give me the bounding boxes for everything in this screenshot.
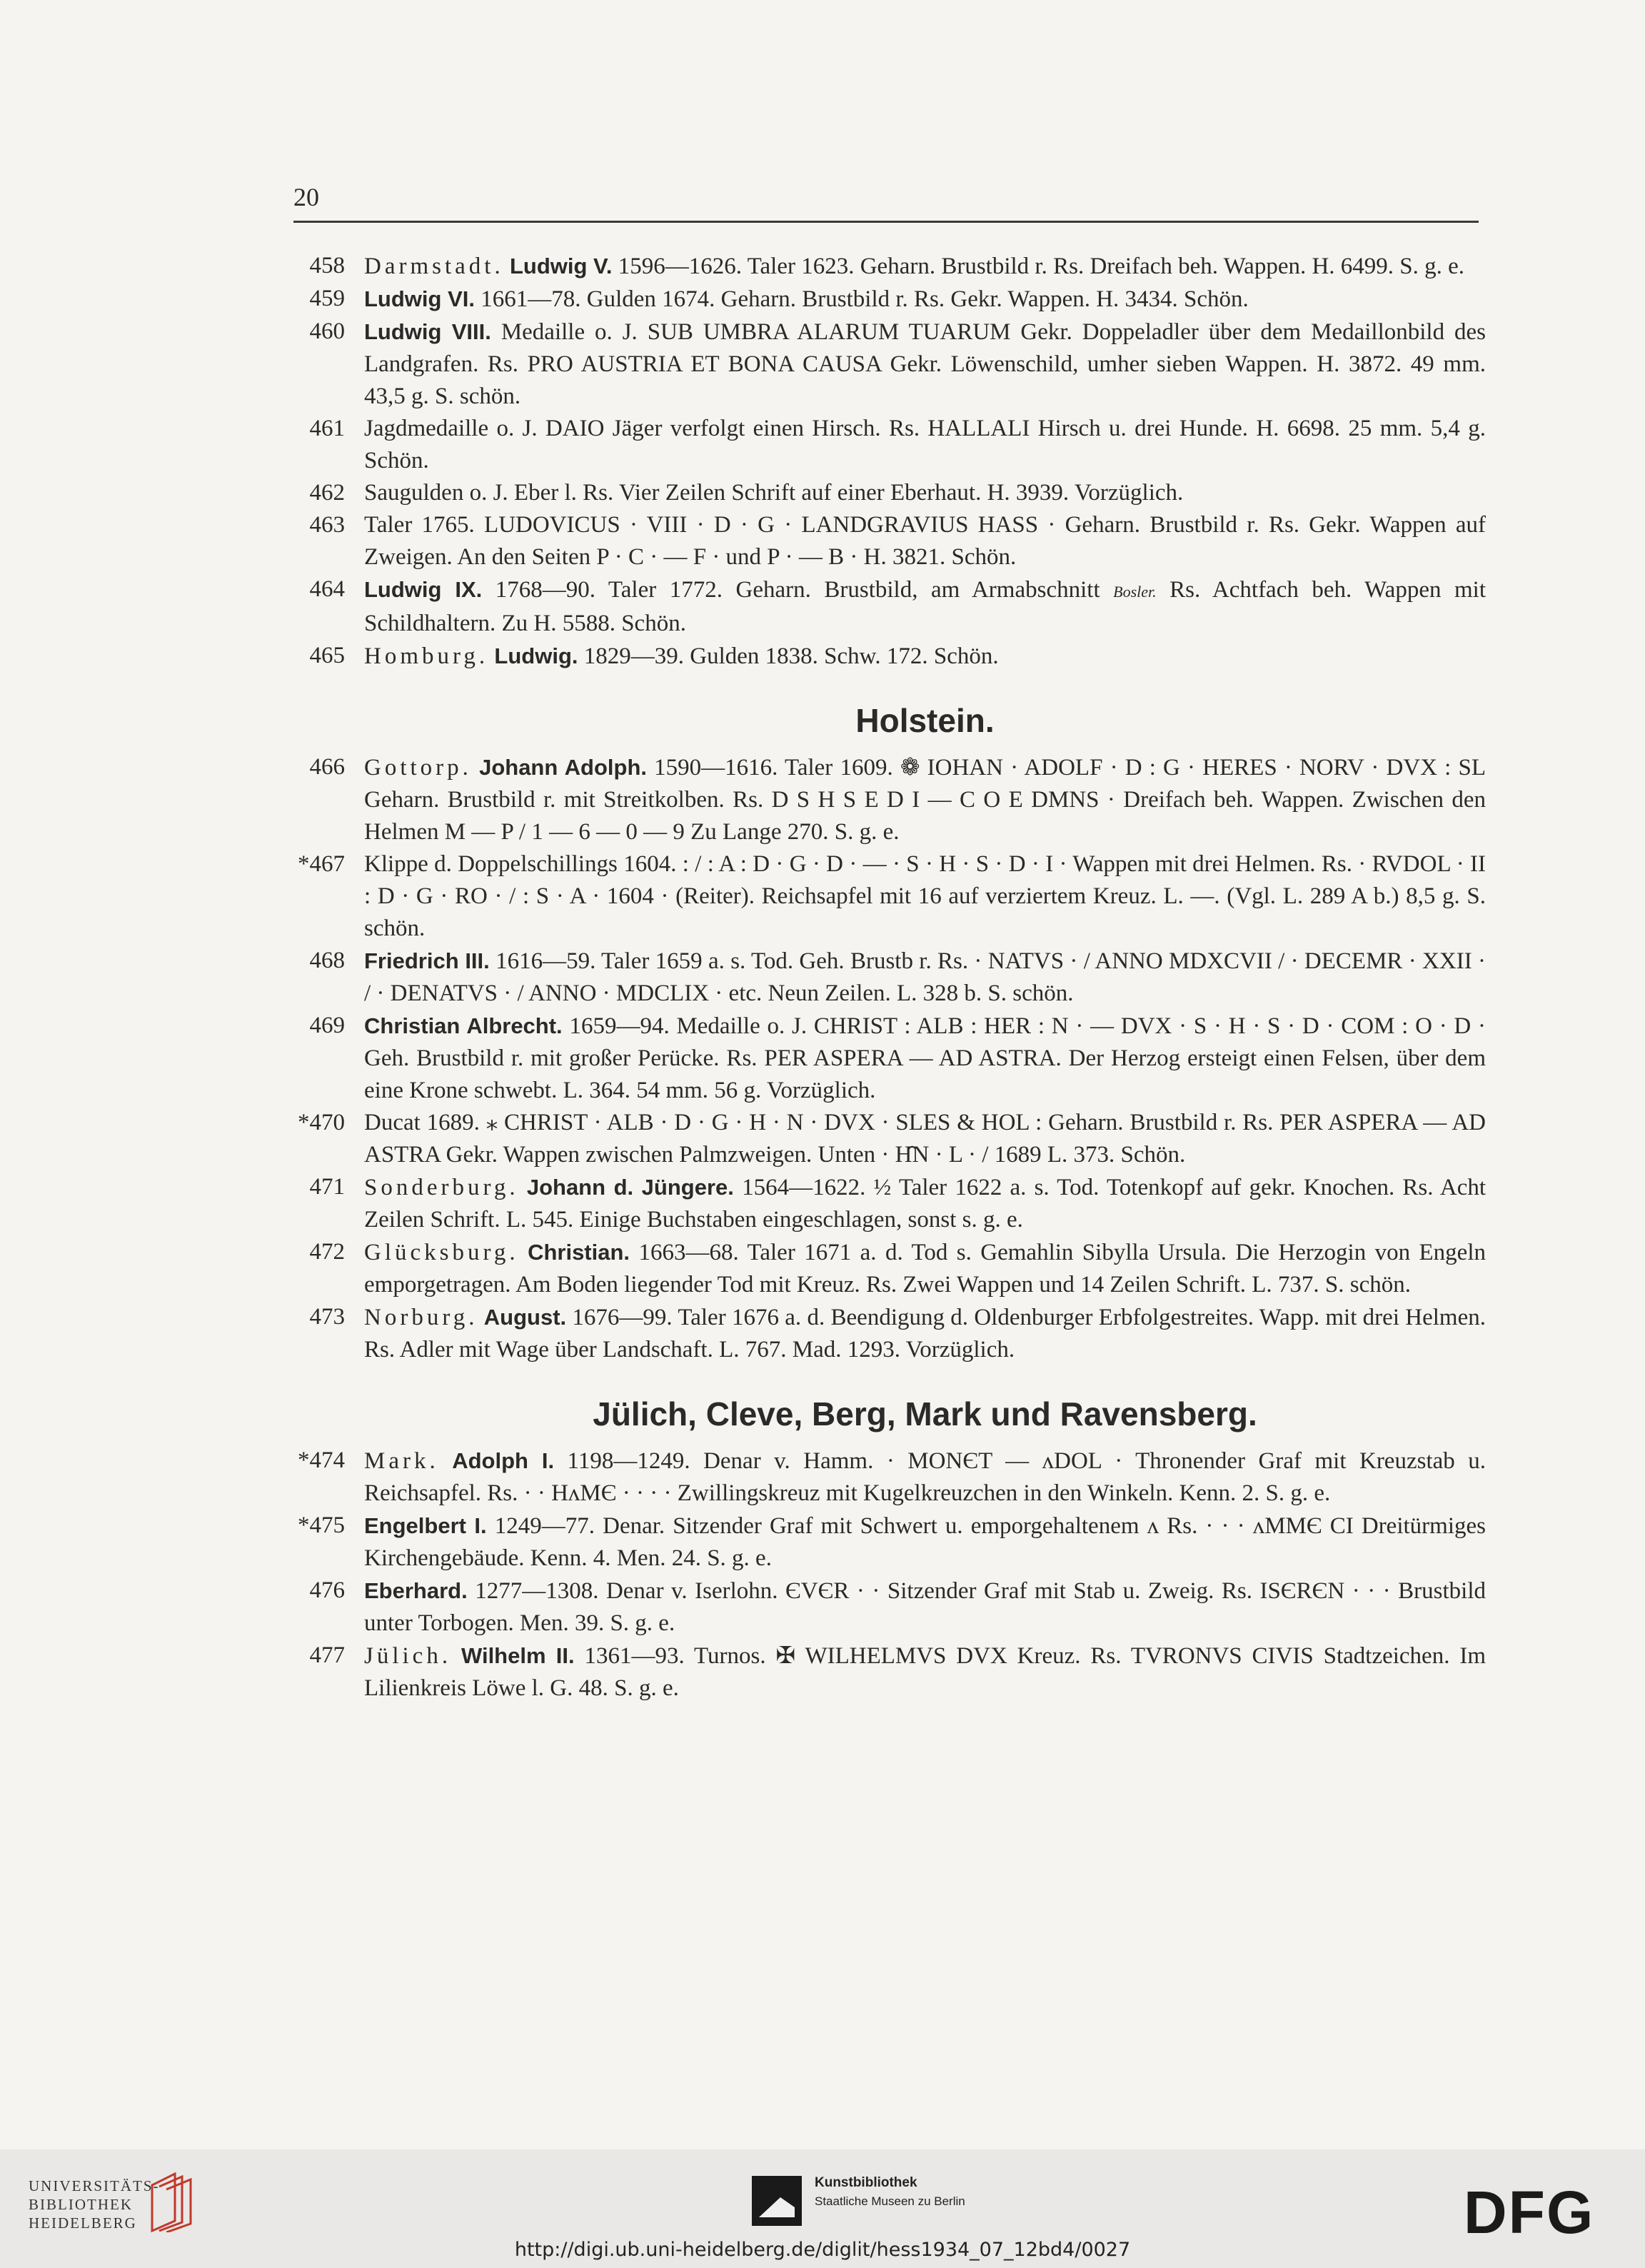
entry-description: 1768—90. Taler 1772. Geharn. Brustbild, am Armabschnitt xyxy=(482,577,1114,603)
entry-ruler-name: Johann Adolph. xyxy=(479,755,648,780)
entry-ruler-name: Ludwig V. xyxy=(509,254,613,279)
page-number: 20 xyxy=(293,183,319,211)
entry-text xyxy=(364,1175,1486,1233)
catalog-entry xyxy=(293,283,1486,316)
entry-description xyxy=(519,1240,528,1265)
kunstbibliothek-subtitle: Staatliche Museen zu Berlin xyxy=(815,2194,965,2208)
entry-text xyxy=(364,416,1486,473)
library-line-1: UNIVERSITÄTS- xyxy=(29,2177,160,2194)
entry-text xyxy=(364,851,1486,941)
catalog-entry xyxy=(293,640,1486,673)
entry-place-name: Mark. xyxy=(364,1448,439,1474)
entry-ruler-name: Ludwig VIII. xyxy=(364,319,491,344)
entry-number: 459 xyxy=(309,286,345,311)
entry-number: 458 xyxy=(309,253,345,279)
catalog-entry xyxy=(293,1575,1486,1640)
entry-description: 1564—1622. ½ Taler 1622 a. s. Tod. Totenkopf auf gekr. Knochen. Rs. Acht Zeilen Schrift. L. 545. Einige Buchstaben eingeschlagen, sonst s. g. e. xyxy=(364,1175,1486,1233)
entry-description: 1198—1249. Denar v. Hamm. · MONЄT — ᴧDOL · Thronender Graf mit Kreuzstab u. Reichsapfel. Rs. · · HᴧMЄ · · · · Zwillingskreuz mit Kugelkreuzchen in den Winkeln. Kenn. 2. S. g. e. xyxy=(364,1448,1486,1506)
entry-text xyxy=(364,1013,1486,1103)
catalog-entry xyxy=(293,945,1486,1010)
catalog-entry xyxy=(293,1107,1486,1171)
entry-ruler-name: Engelbert I. xyxy=(364,1513,487,1538)
kunstbibliothek-title: Kunstbibliothek xyxy=(815,2175,917,2190)
entry-ruler-name: August. xyxy=(483,1305,567,1330)
entry-place-name: Darmstadt. xyxy=(364,254,504,279)
entry-description xyxy=(519,1175,527,1200)
entry-description: 1676—99. Taler 1676 a. d. Beendigung d. Oldenburger Erbfolgestreites. Wapp. mit drei Helmen. Rs. Adler mit Wage über Landschaft. L. 767. Mad. 1293. Vorzüglich. xyxy=(364,1305,1486,1363)
entry-description xyxy=(439,1448,453,1474)
entry-text xyxy=(364,643,999,669)
entry-ruler-name: Ludwig IX. xyxy=(364,577,483,602)
entry-description xyxy=(478,1305,483,1330)
entry-place-name: Homburg. xyxy=(364,643,489,669)
section-heading: Holstein. xyxy=(855,702,995,739)
entry-description: 1249—77. Denar. Sitzender Graf mit Schwert u. emporgehaltenem ᴧ Rs. · · · ᴧMMЄ CI Dreitürmiges Kirchengebäude. Kenn. 4. Men. 24. S. g. e. xyxy=(364,1513,1486,1571)
entry-text xyxy=(364,1240,1486,1298)
entry-number: 471 xyxy=(309,1174,345,1200)
page-url[interactable]: http://digi.ub.uni-heidelberg.de/diglit/hess1934_07_12bd4/0027 xyxy=(514,2239,1131,2261)
entry-description: 1616—59. Taler 1659 a. s. Tod. Geh. Brustb r. Rs. · NATVS · / ANNO MDXCVII / · DECEMR · XXII · / · DENATVS · / ANNO · MDCLIX · etc. Neun Zeilen. L. 328 b. S. schön. xyxy=(364,948,1486,1006)
entry-description: Saugulden o. J. Eber l. Rs. Vier Zeilen Schrift auf einer Eberhaut. H. 3939. Vorzüglich. xyxy=(364,480,1184,506)
catalog-entry xyxy=(293,1171,1486,1236)
catalog-entry xyxy=(293,1510,1486,1575)
entry-number: 472 xyxy=(309,1239,345,1265)
catalog-entry xyxy=(293,1236,1486,1301)
entry-number: 461 xyxy=(309,416,345,441)
entry-text xyxy=(364,480,1183,506)
entry-ruler-name: Eberhard. xyxy=(364,1578,468,1603)
catalog-entry xyxy=(293,1301,1486,1366)
entry-ruler-name: Wilhelm II. xyxy=(461,1643,575,1668)
entry-text xyxy=(364,1110,1486,1168)
entry-text xyxy=(364,1448,1486,1506)
header-rule xyxy=(293,221,1479,223)
entry-text xyxy=(364,254,1464,279)
entry-description: 1277—1308. Denar v. Iserlohn. ЄVЄR · · Sitzender Graf mit Stab u. Zweig. Rs. ISЄRЄN · · · Brustbild unter Torbogen. Men. 39. S. g. e. xyxy=(364,1578,1486,1636)
catalog-entry xyxy=(293,250,1486,283)
entry-description: 1659—94. Medaille o. J. CHRIST : ALB : HER : N · — DVX · S · H · S · D · COM : O · D · Geh. Brustbild r. mit großer Perücke. Rs. PER ASPERA — AD ASTRA. Der Herzog ersteigt einen Felsen, über dem eine Krone schwebt. L. 364. 54 mm. 56 g. Vorzüglich. xyxy=(364,1013,1486,1103)
dfg-logo: DFG xyxy=(1464,2179,1595,2246)
entry-description: Taler 1765. LUDOVICUS · VIII · D · G · LANDGRAVIUS HASS · Geharn. Brustbild r. Rs. Gekr. Wappen auf Zweigen. An den Seiten P · C · — F · und P · — B · H. 3821. Schön. xyxy=(364,512,1486,570)
entry-description: 1663—68. Taler 1671 a. d. Tod s. Gemahlin Sibylla Ursula. Die Herzogin von Engeln emporgetragen. Am Boden liegender Tod mit Kreuz. Rs. Zwei Wappen und 14 Zeilen Schrift. L. 737. S. schön. xyxy=(364,1240,1486,1298)
catalog-entry xyxy=(293,413,1486,477)
entry-description xyxy=(451,1643,461,1669)
catalog-content xyxy=(293,250,1486,1705)
entry-description xyxy=(472,755,479,781)
university-library-logo-icon xyxy=(146,2171,196,2232)
entry-number: 460 xyxy=(309,318,345,344)
entry-ruler-name: Ludwig VI. xyxy=(364,286,475,311)
catalog-entry xyxy=(293,509,1486,573)
entry-description: 1361—93. Turnos. ✠ WILHELMVS DVX Kreuz. Rs. TVRONVS CIVIS Stadtzeichen. Im Lilienkreis Löwe l. G. 48. S. g. e. xyxy=(364,1643,1486,1701)
entry-ruler-name: Christian Albrecht. xyxy=(364,1013,563,1038)
entry-description: 1829—39. Gulden 1838. Schw. 172. Schön. xyxy=(578,643,999,669)
entry-text xyxy=(364,577,1486,636)
entry-ruler-name: Johann d. Jüngere. xyxy=(526,1175,734,1200)
library-line-3: HEIDELBERG xyxy=(29,2214,137,2232)
catalog-entry xyxy=(293,848,1486,945)
entry-text xyxy=(364,948,1486,1006)
entry-number: 463 xyxy=(309,512,345,538)
entry-text xyxy=(364,286,1249,312)
entry-number: 469 xyxy=(309,1013,345,1038)
catalog-entry xyxy=(293,1640,1486,1705)
entry-description: Jagdmedaille o. J. DAIO Jäger verfolgt einen Hirsch. Rs. HALLALI Hirsch u. drei Hunde. H. 6698. 25 mm. 5,4 g. Schön. xyxy=(364,416,1486,473)
kunstbibliothek-logo-icon xyxy=(752,2176,802,2226)
entry-ruler-name: Christian. xyxy=(528,1240,630,1265)
entry-number: *474 xyxy=(298,1447,345,1473)
entry-place-name: Sonderburg. xyxy=(364,1175,519,1200)
entry-text xyxy=(364,319,1486,409)
entry-text xyxy=(364,512,1486,570)
entry-description: Ducat 1689. ⁎ CHRIST · ALB · D · G · H · N · DVX · SLES & HOL : Geharn. Brustbild r. Rs. PER ASPERA — AD ASTRA Gekr. Wappen zwischen Palmzweigen. Unten · H̑N · L · / 1689 L. 373. Schön. xyxy=(364,1110,1486,1168)
catalog-entry xyxy=(293,573,1486,640)
entry-place-name: Gottorp. xyxy=(364,755,472,781)
entry-text xyxy=(364,1643,1486,1701)
university-library-label xyxy=(29,2177,160,2232)
entry-ruler-name: Adolph I. xyxy=(452,1448,555,1473)
catalog-entry xyxy=(293,1010,1486,1107)
library-line-2: BIBLIOTHEK xyxy=(29,2196,133,2213)
entry-number: 477 xyxy=(309,1642,345,1668)
engraver-signature: Bosler. xyxy=(1113,583,1157,601)
entry-place-name: Glücksburg. xyxy=(364,1240,519,1265)
catalog-entry xyxy=(293,1445,1486,1510)
entry-text xyxy=(364,1513,1486,1571)
entry-description xyxy=(504,254,510,279)
entry-number: 462 xyxy=(309,480,345,506)
entry-description: 1590—1616. Taler 1609. ❁ IOHAN · ADOLF · D : G · HERES · NORV · DVX : SL Geharn. Brustbild r. mit Streitkolben. Rs. D S H S E D I — C O E DMNS · Dreifach beh. Wappen. Zwischen den Helmen M — P / 1 — 6 — 0 — 9 Zu Lange 270. S. g. e. xyxy=(364,755,1486,845)
entry-text xyxy=(364,1578,1486,1636)
entry-number: 464 xyxy=(309,576,345,602)
entry-number: 466 xyxy=(309,754,345,780)
entry-number: *470 xyxy=(298,1110,345,1135)
entry-description: Rs. Achtfach beh. Wappen mit Schildhaltern. Zu H. 5588. Schön. xyxy=(364,577,1486,636)
catalog-entry xyxy=(293,751,1486,848)
entry-place-name: Jülich. xyxy=(364,1643,452,1669)
entry-number: 473 xyxy=(309,1304,345,1330)
catalog-entry xyxy=(293,316,1486,413)
entry-ruler-name: Friedrich III. xyxy=(364,948,490,973)
kunstbibliothek-label xyxy=(815,2174,965,2211)
entry-number: 465 xyxy=(309,643,345,668)
entry-description: Medaille o. J. SUB UMBRA ALARUM TUARUM Gekr. Doppeladler über dem Medaillonbild des Landgrafen. Rs. PRO AUSTRIA ET BONA CAUSA Gekr. Löwenschild, umher sieben Wappen. H. 3872. 49 mm. 43,5 g. S. schön. xyxy=(364,319,1486,409)
section-heading: Jülich, Cleve, Berg, Mark und Ravensberg. xyxy=(593,1395,1257,1432)
entry-number: 476 xyxy=(309,1577,345,1603)
entry-description: 1661—78. Gulden 1674. Geharn. Brustbild r. Rs. Gekr. Wappen. H. 3434. Schön. xyxy=(475,286,1249,312)
entry-description: Klippe d. Doppelschillings 1604. : / : A : D · G · D · — · S · H · S · D · I · Wappen mit drei Helmen. Rs. · RVDOL · II : D · G · RO · / : S · A · 1604 · (Reiter). Reichsapfel mit 16 auf verziertem Kreuz. L. —. (Vgl. L. 289 A b.) 8,5 g. S. schön. xyxy=(364,851,1486,941)
entry-place-name: Norburg. xyxy=(364,1305,478,1330)
entry-number: *467 xyxy=(298,851,345,877)
entry-ruler-name: Ludwig. xyxy=(494,643,578,668)
entry-description: 1596—1626. Taler 1623. Geharn. Brustbild r. Rs. Dreifach beh. Wappen. H. 6499. S. g. e. xyxy=(612,254,1465,279)
catalog-entry xyxy=(293,477,1486,509)
entry-text xyxy=(364,755,1486,845)
entry-text xyxy=(364,1305,1486,1363)
entry-number: 468 xyxy=(309,948,345,973)
entry-number: *475 xyxy=(298,1512,345,1538)
